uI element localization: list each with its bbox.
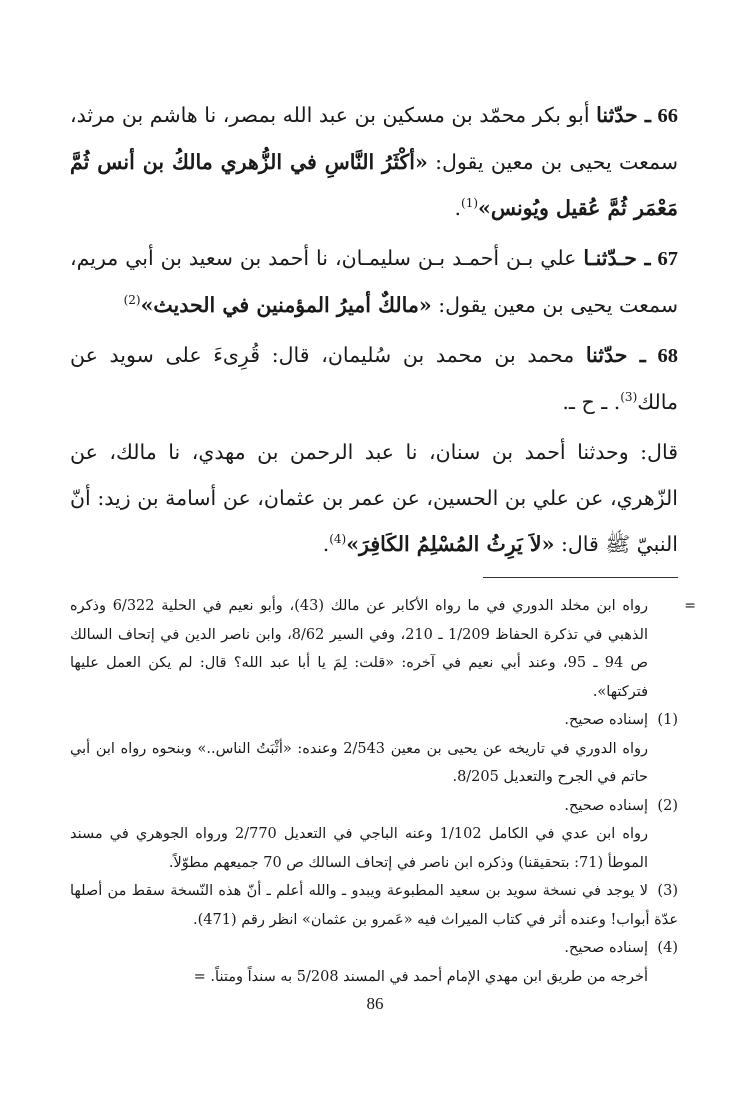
footnote-ref: (4) bbox=[329, 532, 347, 547]
continuation-mark: = bbox=[684, 598, 696, 614]
hadith-number: 67 bbox=[657, 248, 678, 270]
footnote-3 bbox=[70, 877, 678, 934]
footnote-ref: (2) bbox=[123, 293, 141, 308]
footnote-marker: (3) bbox=[657, 883, 678, 899]
footnote-4 bbox=[70, 934, 678, 963]
hadith-68-second-chain bbox=[70, 429, 678, 567]
hadith-quote: «لاَ يَرِثُ المُسْلِمُ الكَافِرَ» bbox=[346, 532, 555, 556]
hadith-66: 66 ـ حدّثنا أبو بكر محمّد بن مسكين بن عبد الله بمصر، نا هاشم بن مرثد، سمعت يحيى بن معين يقول: «أكْثَرُ النَّاسِ في الزُّهري مالكُ بن أنس ثُمَّ مَعْمَر ثُمَّ عُقيل ويُونس»$^{(1)}$. bbox=[70, 103, 678, 220]
punct: . ـ ح ـ. bbox=[562, 390, 621, 414]
footnote-4-body: أخرجه من طريق ابن مهدي الإمام أحمد في المسند 5/208 به سنداً ومتناً. = bbox=[193, 968, 648, 985]
punct: . bbox=[454, 196, 462, 220]
hadith-lead: حدّثنا bbox=[596, 103, 638, 127]
hadith-67: 67 ـ حـدّثنـا علي بـن أحمـد بـن سليمـان، نا أحمد بن سعيد بن أبي مريم، سمعت يحيى بن معين يقول: «مالكٌ أميرُ المؤمنين في الحديث»$^{(2)}$ bbox=[70, 246, 678, 317]
hadith-lead: حدّثنا bbox=[585, 343, 628, 367]
footnote-1 bbox=[70, 706, 678, 735]
hadith-text: قال: وحدثنا أحمد بن سنان، نا عبد الرحمن بن مهدي، نا مالك، عن الزّهري، عن علي بن الحسين، عن عمر بن عثمان، عن أسامة بن زيد: أنّ النبيّ ﷺ قال: bbox=[70, 440, 678, 556]
footnote-marker: (2) bbox=[657, 797, 678, 814]
hadith-lead: حـدّثنـا bbox=[583, 246, 637, 270]
footnote-2-body: رواه ابن عدي في الكامل 1/102 وعنه الباجي في التعديل 2/770 ورواه الجوهري في مسند الموطأ (71: بتحقيقنا) وذكره ابن ناصر في إتحاف السالك ص 70 جميعهم مطوّلاً. bbox=[70, 826, 648, 871]
main-text bbox=[70, 92, 678, 567]
footnotes bbox=[70, 592, 696, 991]
footnote-continuation: رواه ابن مخلد الدوري في ما رواه الأكابر عن مالك (43)، وأبو نعيم في الحلية 6/322 وذكره الذهبي في تذكرة الحفاظ 1/209 ـ 210، وفي السير 8/62، وابن ناصر الدين في إتحاف السالك ص 94 ـ 95، وعند أبي نعيم في آخره: «قلت: لِمَ يا أبا عبد الله؟ قال: لم يكن العمل عليها فتركتها». bbox=[70, 598, 649, 700]
footnote-marker: (1) bbox=[657, 712, 678, 728]
hadith-68: 68 ـ حدّثنا محمد بن محمد بن سُليمان، قال: قُرِىءَ على سويد عن مالك$^{(3)}$. ـ ح ـ. bbox=[70, 343, 678, 414]
hadith-quote: «أكْثَرُ النَّاسِ في الزُّهري مالكُ بن أنس ثُمَّ مَعْمَر ثُمَّ عُقيل ويُونس» bbox=[70, 150, 678, 220]
footnote-ref: (3) bbox=[620, 390, 638, 405]
hadith-quote: «مالكٌ أميرُ المؤمنين في الحديث» bbox=[140, 293, 432, 317]
hadith-number: 66 bbox=[657, 105, 678, 127]
punct: . bbox=[322, 532, 330, 556]
page-number: 86 bbox=[366, 994, 384, 1013]
footnote-text: إسناده صحيح. bbox=[564, 940, 648, 956]
footnote-1-body: رواه الدوري في تاريخه عن يحيى بن معين 2/543 وعنده: «أثْبَتُ الناس..» وبنحوه رواه ابن أبي حاتم في الجرح والتعديل 8/205. bbox=[70, 740, 648, 785]
hadith-text: أبو بكر محمّد بن مسكين بن عبد الله بمصر، نا هاشم بن مرثد، سمعت يحيى بن معين يقول: bbox=[70, 103, 678, 174]
footnote-divider bbox=[483, 577, 678, 578]
footnote-text: إسناده صحيح. bbox=[564, 797, 648, 814]
footnote-ref: (1) bbox=[461, 196, 479, 211]
footnote-text: إسناده صحيح. bbox=[564, 712, 648, 728]
footnote-marker: (4) bbox=[657, 940, 678, 956]
footnote-text: لا يوجد في نسخة سويد بن سعيد المطبوعة ويبدو ـ والله أعلم ـ أنّ هذه النّسخة سقط من أصلها عدّة أبواب! وعنده أثر في كتاب الميراث فيه «عَمرو بن عثمان» انظر رقم (471). bbox=[70, 883, 678, 928]
hadith-text: علي بـن أحمـد بـن سليمـان، نا أحمد بن سعيد بن أبي مريم، سمعت يحيى بن معين يقول: bbox=[70, 246, 678, 317]
hadith-text: محمد بن محمد بن سُليمان، قال: قُرِىءَ على سويد عن مالك bbox=[70, 343, 678, 414]
footnote-2 bbox=[70, 792, 678, 821]
hadith-number: 68 bbox=[657, 345, 678, 367]
page-body bbox=[70, 92, 696, 991]
